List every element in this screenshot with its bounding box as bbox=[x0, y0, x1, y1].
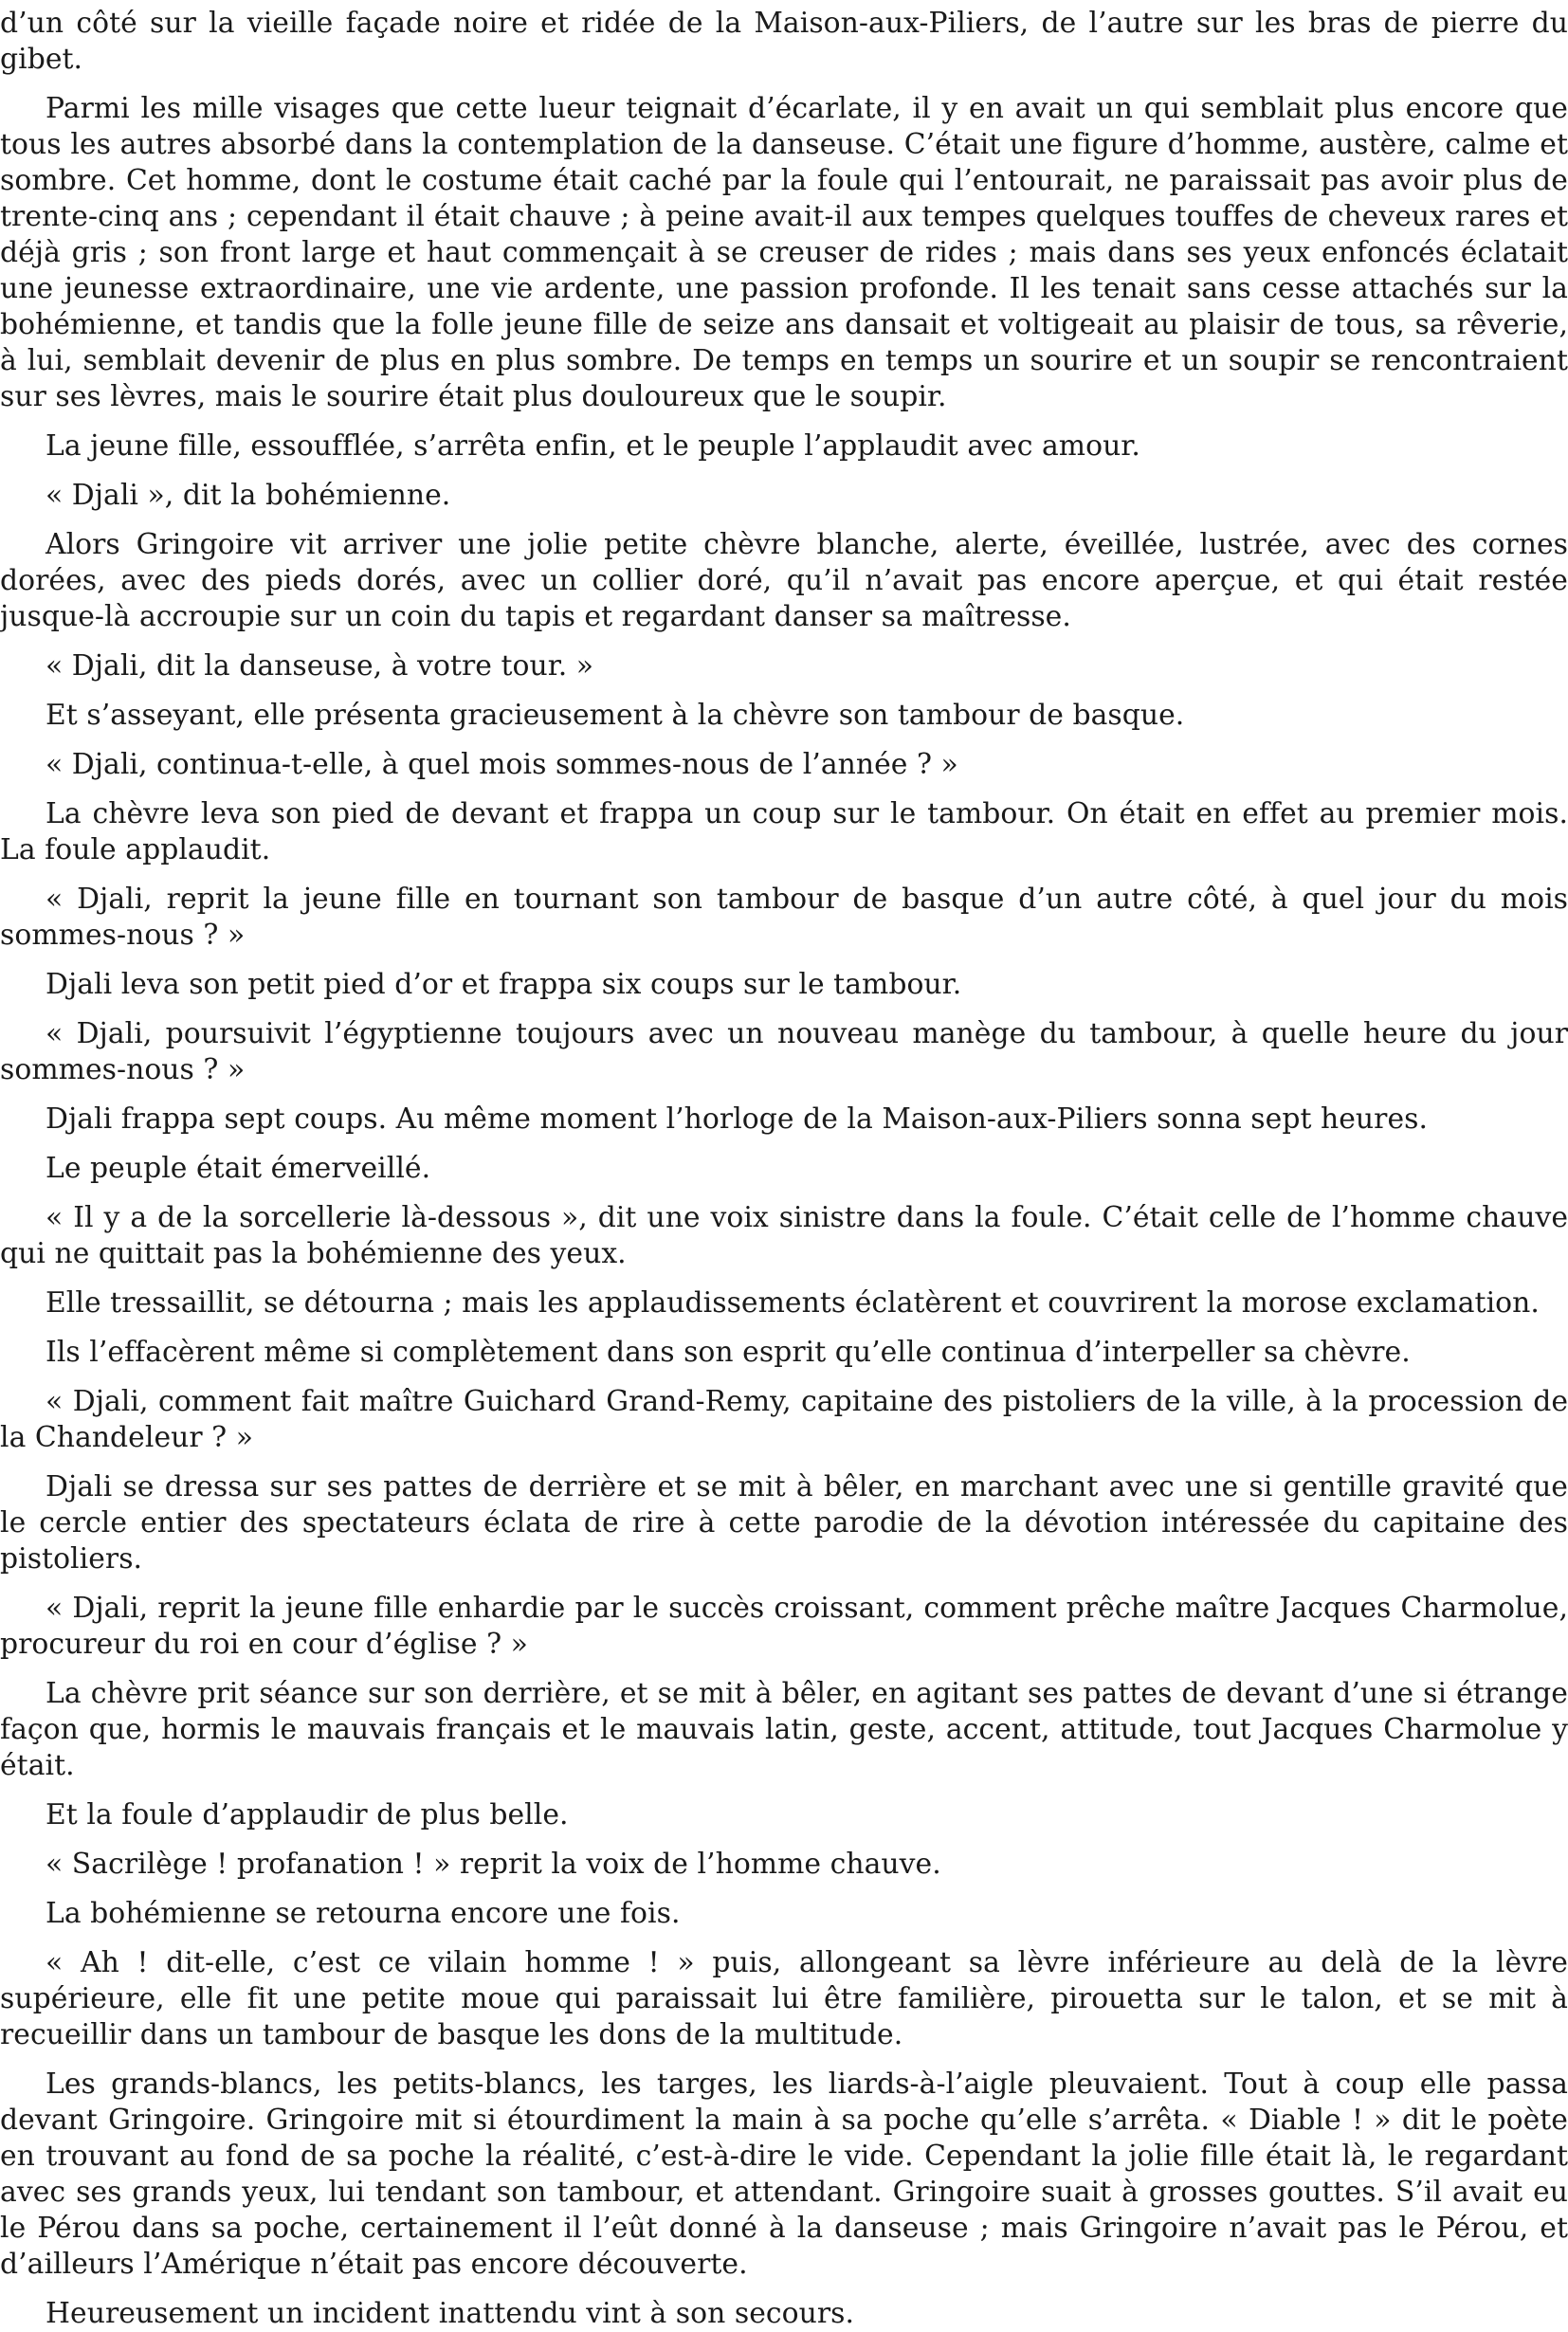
paragraph-8: « Djali, continua-t-elle, à quel mois sommes-nous de l’année ? » bbox=[46, 748, 958, 781]
paragraph-16: Elle tressaillit, se détourna ; mais les applaudissements éclatèrent et couvrirent la morose exclamation. bbox=[46, 1286, 1540, 1320]
paragraph-23: « Sacrilège ! profanation ! » reprit la voix de l’homme chauve. bbox=[46, 1848, 941, 1881]
paragraph-17: Ils l’effacèrent même si complètement dans son esprit qu’elle continua d’interpeller sa chèvre. bbox=[46, 1336, 1411, 1369]
paragraph-3: La jeune fille, essoufflée, s’arrêta enfin, et le peuple l’applaudit avec amour. bbox=[46, 429, 1140, 463]
paragraph-21: La chèvre prit séance sur son derrière, et se mit à bêler, en agitant ses pattes de devant d’une si étrange façon que, hormis le mauvais français et le mauvais latin, geste, accent, attitude, tout Jacques Charmolue y était. bbox=[0, 1677, 1568, 1782]
paragraph-14: Le peuple était émerveillé. bbox=[46, 1152, 431, 1185]
paragraph-7: Et s’asseyant, elle présenta gracieusement à la chèvre son tambour de basque. bbox=[46, 699, 1185, 732]
paragraph-1: d’un côté sur la vieille façade noire et ridée de la Maison-aux-Piliers, de l’autre sur les bras de pierre du gibet. bbox=[0, 7, 1568, 76]
paragraph-18: « Djali, comment fait maître Guichard Grand-Remy, capitaine des pistoliers de la ville, à la procession de la Chandeleur ? » bbox=[0, 1385, 1568, 1454]
paragraph-19: Djali se dressa sur ses pattes de derrière et se mit à bêler, en marchant avec une si gentille gravité que le cercle entier des spectateurs éclata de rire à cette parodie de la dévotion intéressée du capitaine des pistoliers. bbox=[0, 1470, 1568, 1576]
paragraph-20: « Djali, reprit la jeune fille enhardie par le succès croissant, comment prêche maître Jacques Charmolue, procureur du roi en cour d’église ? » bbox=[0, 1592, 1568, 1661]
paragraph-2: Parmi les mille visages que cette lueur teignait d’écarlate, il y en avait un qui semblait plus encore que tous les autres absorbé dans la contemplation de la danseuse. C’était une figure d’homme, austère, calme et sombre. Cet homme, dont le costume était caché par la foule qui l’entourait, ne paraissait pas avoir plus de trente-cinq ans ; cependant il était chauve ; à peine avait-il aux tempes quelques touffes de cheveux rares et déjà gris ; son front large et haut commençait à se creuser de rides ; mais dans ses yeux enfoncés éclatait une jeunesse extraordinaire, une vie ardente, une passion profonde. Il les tenait sans cesse attachés sur la bohémienne, et tandis que la folle jeune fille de seize ans dansait et voltigeait au plaisir de tous, sa rêverie, à lui, semblait devenir de plus en plus sombre. De temps en temps un sourire et un soupir se rencontraient sur ses lèvres, mais le sourire était plus douloureux que le soupir. bbox=[0, 92, 1568, 413]
paragraph-12: « Djali, poursuivit l’égyptienne toujours avec un nouveau manège du tambour, à quelle heure du jour sommes-nous ? » bbox=[0, 1017, 1568, 1086]
paragraph-24: La bohémienne se retourna encore une fois. bbox=[46, 1897, 681, 1930]
paragraph-25: « Ah ! dit-elle, c’est ce vilain homme ! » puis, allongeant sa lèvre inférieure au delà de la lèvre supérieure, elle fit une petite moue qui paraissait lui être familière, pirouetta sur le talon, et se mit à recueillir dans un tambour de basque les dons de la multitude. bbox=[0, 1946, 1568, 2051]
paragraph-4: « Djali », dit la bohémienne. bbox=[46, 479, 451, 512]
paragraph-9: La chèvre leva son pied de devant et frappa un coup sur le tambour. On était en effet au premier mois. La foule applaudit. bbox=[0, 797, 1568, 866]
paragraph-11: Djali leva son petit pied d’or et frappa six coups sur le tambour. bbox=[46, 968, 962, 1001]
paragraph-10: « Djali, reprit la jeune fille en tournant son tambour de basque d’un autre côté, à quel jour du mois sommes-nous ? » bbox=[0, 883, 1568, 952]
paragraph-27: Heureusement un incident inattendu vint à son secours. bbox=[46, 2297, 855, 2330]
paragraph-15: « Il y a de la sorcellerie là-dessous », dit une voix sinistre dans la foule. C’était celle de l’homme chauve qui ne quittait pas la bohémienne des yeux. bbox=[0, 1201, 1568, 1270]
paragraph-5: Alors Gringoire vit arriver une jolie petite chèvre blanche, alerte, éveillée, lustrée, avec des cornes dorées, avec des pieds dorés, avec un collier doré, qu’il n’avait pas encore aperçue, et qui était restée jusque-là accroupie sur un coin du tapis et regardant danser sa maîtresse. bbox=[0, 528, 1568, 633]
paragraph-26: Les grands-blancs, les petits-blancs, les targes, les liards-à-l’aigle pleuvaient. Tout à coup elle passa devant Gringoire. Gringoire mit si étourdiment la main à sa poche qu’elle s’arrêta. « Diable ! » dit le poète en trouvant au fond de sa poche la réalité, c’est-à-dire le vide. Cependant la jolie fille était là, le regardant avec ses grands yeux, lui tendant son tambour, et attendant. Gringoire suait à grosses gouttes. S’il avait eu le Pérou dans sa poche, certainement il l’eût donné à la danseuse ; mais Gringoire n’avait pas le Pérou, et d’ailleurs l’Amérique n’était pas encore découverte. bbox=[0, 2068, 1568, 2281]
paragraph-22: Et la foule d’applaudir de plus belle. bbox=[46, 1798, 569, 1831]
paragraph-13: Djali frappa sept coups. Au même moment l’horloge de la Maison-aux-Piliers sonna sept heures. bbox=[46, 1102, 1429, 1136]
document-body bbox=[0, 6, 1568, 2332]
paragraph-6: « Djali, dit la danseuse, à votre tour. » bbox=[46, 649, 594, 683]
